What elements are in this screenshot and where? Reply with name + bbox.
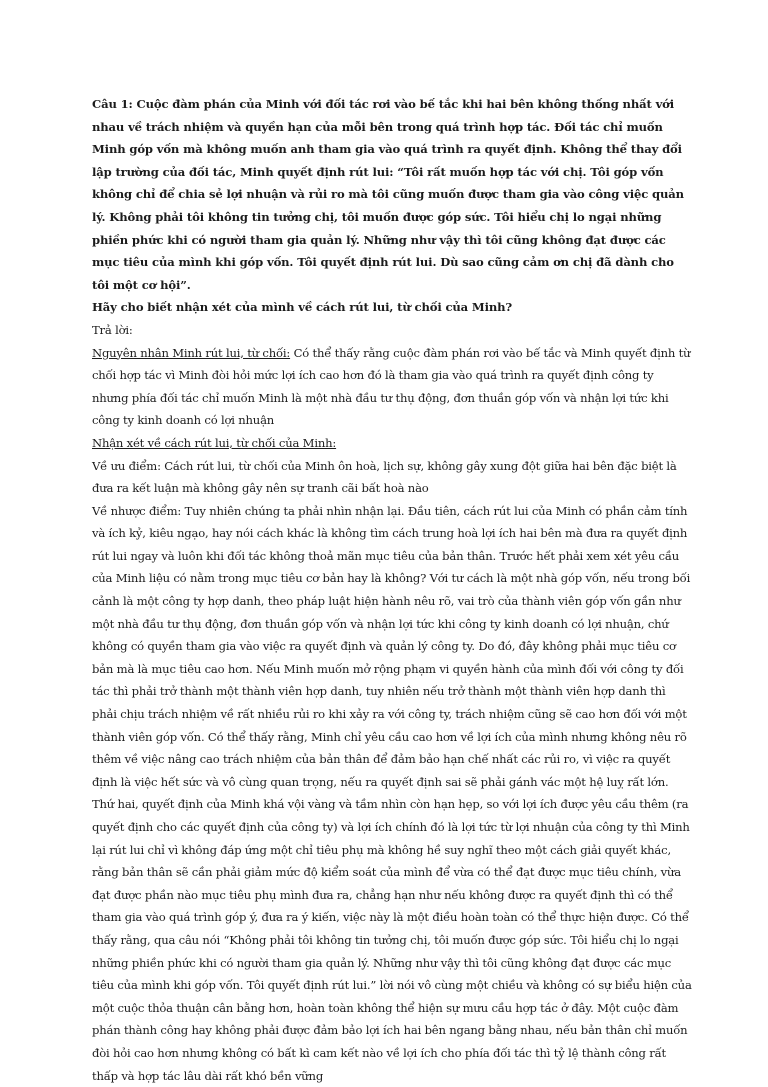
- reason-heading: Nguyên nhân Minh rút lui, từ chối:: [92, 345, 291, 360]
- comment-paragraph: [92, 432, 692, 455]
- pros-paragraph: Về ưu điểm: Cách rút lui, từ chối của Minh ôn hoà, lịch sự, không gây xung đột giữa hai bên đặc biệt là đưa ra kết luận mà không gây nên sự tranh cãi bất hoà nào: [92, 458, 677, 496]
- comment-heading: Nhận xét về cách rút lui, từ chối của Minh:: [92, 435, 337, 450]
- question-text: Câu 1: Cuộc đàm phán của Minh với đối tác rơi vào bế tắc khi hai bên không thống nhất với nhau về trách nhiệm và quyền hạn của mỗi bên trong quá trình hợp tác. Đối tác chỉ muốn Minh góp vốn mà không muốn anh tham gia vào quá trình ra quyết định. Không thể thay đổi lập trường của đối tác, Minh quyết định rút lui: “Tôi rất muốn hợp tác với chị. Tôi góp vốn không chỉ để chia sẻ lợi nhuận và rủi ro mà tôi cũng muốn được tham gia vào công việc quản lý. Không phải tôi không tin tưởng chị, tôi muốn được góp sức. Tôi hiểu chị lo ngại những phiền phức khi có người tham gia quản lý. Những như vậy thì tôi cũng không đạt được các mục tiêu của mình khi góp vốn. Tôi quyết định rút lui. Dù sao cũng cảm ơn chị đã dành cho tôi một cơ hội”.: [92, 97, 684, 292]
- cons-paragraph: Về nhược điểm: Tuy nhiên chúng ta phải nhìn nhận lại. Đầu tiên, cách rút lui của Minh có phần cảm tính và ích kỷ, kiêu ngạo, hay nói cách khác là không tìm cách trung hoà lợi ích hai bên mà đưa ra quyết định rút lui ngay và luôn khi đối tác không thoả mãn mục tiêu của bản thân. Trước hết phải xem xét yêu cầu của Minh liệu có nằm trong mục tiêu cơ bản hay là không? Với tư cách là một nhà góp vốn, nếu trong bối cảnh là một công ty hợp danh, theo pháp luật hiện hành nêu rõ, vai trò của thành viên góp vốn gần như một nhà đầu tư thụ động, đơn thuần góp vốn và nhận lợi tức khi công ty kinh doanh có lợi nhuận, chứ không có quyền tham gia vào việc ra quyết định và quản lý công ty. Do đó, đây không phải mục tiêu cơ bản mà là mục tiêu cao hơn. Nếu Minh muốn mở rộng phạm vi quyền hành của mình đối với công ty đối tác thì phải trở thành một thành viên hợp danh, tuy nhiên nếu trở thành một thành viên hợp danh thì phải chịu trách nhiệm về rất nhiều rủi ro khi xảy ra với công ty, trách nhiệm cũng sẽ cao hơn đối với một thành viên góp vốn. Có thể thấy rằng, Minh chỉ yêu cầu cao hơn về lợi ích của mình nhưng không nêu rõ thêm về việc nâng cao trách nhiệm của bản thân để đảm bảo hạn chế nhất các rủi ro, vì việc ra quyết định là việc hết sức và vô cùng quan trọng, nếu ra quyết định sai sẽ phải gánh vác một hệ luỵ rất lớn.: [92, 503, 691, 789]
- reason-text: Có thể thấy rằng cuộc đàm phán rơi vào bế tắc và Minh quyết định từ chối hợp tác vì Minh đòi hỏi mức lợi ích cao hơn đó là tham gia vào quá trình ra quyết định công ty nhưng phía đối tác chỉ muốn Minh là một nhà đầu tư thụ động, đơn thuần góp vốn và nhận lợi tức khi công ty kinh doanh có lợi nhuận: [92, 345, 691, 428]
- second-point-paragraph: Thứ hai, quyết định của Minh khá vội vàng và tầm nhìn còn hạn hẹp, so với lợi ích được yêu cầu thêm (ra quyết định cho các quyết định của công ty) và lợi ích chính đó là lợi tức từ lợi nhuận của công ty thì Minh lại rút lui chỉ vì không đáp ứng một chỉ tiêu phụ mà không hề suy nghĩ theo một cách giải quyết khác, rằng bản thân sẽ cần phải giảm mức độ kiểm soát của mình để vừa có thể đạt được mục tiêu chính, vừa đạt được phần nào mục tiêu phụ mình đưa ra, chẳng hạn như nếu không được ra quyết định thì có thể tham gia vào quá trình góp ý, đưa ra ý kiến, việc này là một điều hoàn toàn có thể thực hiện được. Có thể thấy rằng, qua câu nói “Không phải tôi không tin tưởng chị, tôi muốn được góp sức. Tôi hiểu chị lo ngại những phiền phức khi có người tham gia quản lý. Những như vậy thì tôi cũng không đạt được các mục tiêu của mình khi góp vốn. Tôi quyết định rút lui.” lời nói vô cùng một chiều và không có sự biểu hiện của một cuộc thỏa thuận cân bằng hơn, hoàn toàn không thể hiện sự mưu cầu hợp tác ở đây. Một cuộc đàm phán thành công hay không phải được đảm bảo lợi ích hai bên ngang bằng nhau, nếu bản thân chỉ muốn đòi hỏi cao hơn nhưng không có bất kì cam kết nào về lợi ích cho phía đối tác thì tỷ lệ thành công rất thấp và hợp tác lâu dài rất khó bền vững: [92, 797, 692, 1083]
- question-prompt: Hãy cho biết nhận xét của mình về cách rút lui, từ chối của Minh?: [92, 300, 513, 315]
- document-page: [92, 93, 692, 1087]
- reason-paragraph: [92, 342, 692, 432]
- answer-label: Trả lời:: [92, 322, 133, 337]
